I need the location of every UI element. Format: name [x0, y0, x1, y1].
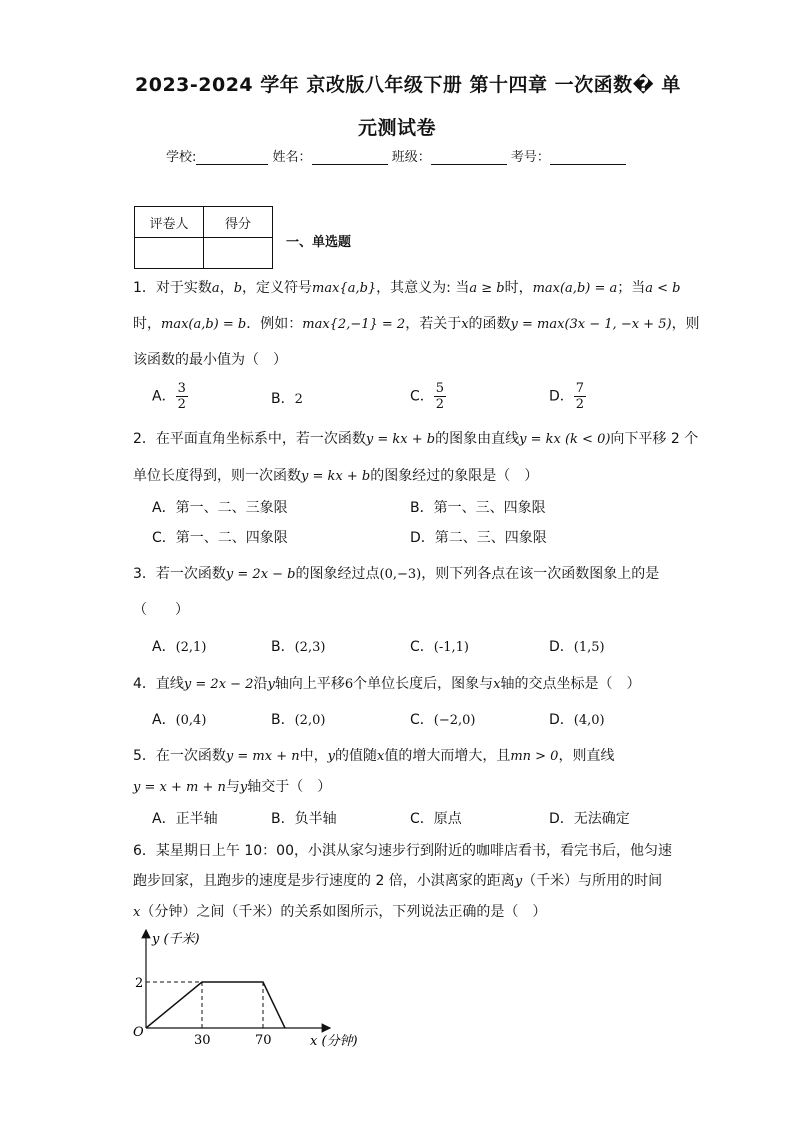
distance-line [146, 982, 285, 1028]
origin-label: O [133, 1025, 144, 1040]
q1-option-d[interactable] [549, 381, 586, 412]
math-cond: a ≥ b [469, 281, 505, 296]
text-run: 个单位长度后，图象与 [353, 676, 494, 692]
q2-option-a[interactable] [152, 497, 288, 517]
text-run: 的图象经过点 [295, 566, 380, 582]
math-x: x [461, 317, 469, 332]
math-function: y = x + m + n [133, 780, 226, 795]
class-field[interactable] [431, 150, 507, 165]
option-label: B． [271, 712, 295, 728]
text-run: 的图象由直线 [435, 431, 520, 447]
math-max-b: max(a,b) = b [161, 317, 247, 332]
math-function: y = max(3x − 1, −x + 5) [510, 317, 672, 332]
q3-option-d[interactable] [549, 636, 605, 656]
option-label: D． [549, 712, 574, 728]
y-axis-label: y (千米) [152, 932, 200, 947]
text-run: ， [219, 280, 234, 296]
question-4-line-1 [133, 673, 640, 696]
math-y: y [514, 874, 523, 889]
option-label: D． [549, 639, 574, 655]
text-run: 跑步回家，且跑步的速度是步行速度的 2 倍，小淇离家的距离 [133, 873, 515, 889]
question-6-line-2 [133, 870, 662, 893]
text-run: 直线 [155, 676, 184, 692]
q3-option-b[interactable] [271, 636, 325, 656]
y-tick-label: 2 [135, 976, 144, 991]
text-run: 该函数的最小值为（ ） [133, 352, 287, 368]
text-run: 值的增大而增大，且 [384, 748, 511, 764]
text-run: （千米）与所用的时间 [522, 873, 663, 889]
q5-option-a[interactable] [152, 808, 218, 828]
math-function: y = kx (k < 0) [519, 432, 611, 447]
math-x: x [376, 749, 385, 764]
option-label: A． [152, 712, 176, 728]
section-heading: 一、单选题 [286, 235, 352, 250]
text-run: ，则下列各点在该一次函数图象上的是 [421, 566, 660, 582]
math-function: y = kx + b [301, 469, 371, 484]
option-label: A． [152, 500, 176, 516]
math-function: y = kx + b [365, 432, 436, 447]
option-label: A． [152, 639, 176, 655]
q1-option-c[interactable] [410, 381, 446, 412]
score-cell[interactable] [204, 238, 273, 269]
text-run: 向下平移 2 个 [610, 431, 699, 447]
question-6-line-1 [133, 840, 672, 862]
math-y: y [267, 677, 275, 692]
page-title-line1: 2023-2024 学年 京改版八年级下册 第十四章 一次函数� 单 [135, 74, 681, 96]
option-label: C． [410, 639, 434, 655]
class-label: 班级： [391, 150, 431, 165]
text-run: 在平面直角坐标系中，若一次函数 [155, 431, 366, 447]
question-number: 5． [133, 748, 156, 764]
option-value: 第一、二、四象限 [175, 530, 288, 546]
score-table [134, 206, 273, 269]
q5-option-c[interactable] [410, 808, 462, 828]
q3-option-c[interactable] [410, 636, 469, 656]
option-label: B． [271, 639, 295, 655]
option-label: A． [152, 388, 176, 405]
math-max-a: max(a,b) = a [532, 281, 618, 296]
math-x: x [493, 677, 501, 692]
text-run: 的图象经过的象限是（ ） [370, 468, 539, 484]
grader-header: 评卷人 [135, 207, 204, 238]
text-run: 在一次函数 [155, 748, 226, 764]
option-label: C． [410, 712, 434, 728]
text-run: ，其意义为: 当 [376, 280, 470, 296]
math-y: y [239, 780, 248, 795]
option-label: B． [271, 811, 295, 827]
fraction: $\frac{5}{2}$ [435, 381, 445, 412]
math-function: y = mx + n [225, 749, 300, 764]
text-run: ，则直线 [558, 748, 615, 764]
question-3-line-1 [133, 563, 659, 586]
option-label: B． [410, 500, 434, 516]
option-label: C． [410, 811, 434, 827]
question-3-line-2 [133, 599, 189, 621]
q5-option-b[interactable] [271, 808, 337, 828]
distance-time-graph [125, 925, 375, 1055]
text-run: ；当 [617, 280, 646, 296]
math-function: y = 2x − b [225, 567, 296, 582]
text-run: 时， [504, 280, 533, 296]
question-number: 2． [133, 431, 156, 447]
text-run: 对于实数 [155, 280, 212, 296]
text-run: ，则 [671, 316, 700, 332]
text-run: ，若关于 [405, 316, 462, 332]
text-run: 中， [299, 748, 328, 764]
math-cond: mn > 0 [510, 749, 559, 764]
math-point: (0,−3) [379, 567, 422, 582]
text-run: 的函数 [468, 316, 511, 332]
x-axis-label: x (分钟) [310, 1034, 358, 1049]
exam-number-field[interactable] [550, 150, 626, 165]
text-run: （分钟）之间（千米）的关系如图所示，下列说法正确的是（ ） [140, 904, 547, 920]
text-run: 时， [133, 316, 161, 332]
option-value: (−2,0) [433, 713, 476, 728]
question-number: 3． [133, 566, 156, 582]
option-value: (2,0) [294, 713, 326, 728]
q1-option-b[interactable] [271, 388, 303, 408]
x-tick-label-30: 30 [194, 1033, 211, 1048]
option-value: (-1,1) [433, 640, 469, 655]
fraction: $\frac{3}{2}$ [177, 381, 186, 412]
option-value: (0,4) [175, 713, 207, 728]
text-run: 沿 [253, 676, 268, 692]
q2-option-b[interactable] [410, 497, 546, 517]
q2-option-c[interactable] [152, 527, 288, 547]
q2-option-d[interactable] [410, 527, 547, 547]
name-field[interactable] [312, 150, 388, 165]
x-tick-label-70: 70 [255, 1033, 272, 1048]
question-1-line-1 [133, 277, 680, 300]
option-value: (2,1) [175, 640, 207, 655]
option-value: (1,5) [573, 640, 605, 655]
question-5-line-1 [133, 745, 614, 768]
q1-option-a[interactable] [152, 381, 188, 412]
math-cond: a < b [645, 281, 681, 296]
math-x: x [133, 905, 141, 920]
q4-option-b[interactable] [271, 709, 325, 729]
q4-option-a[interactable] [152, 709, 206, 729]
score-header: 得分 [204, 207, 273, 238]
option-label: B． [271, 391, 295, 407]
q3-option-a[interactable] [152, 636, 206, 656]
text-run: 若一次函数 [155, 566, 226, 582]
math-function: y = 2x − 2 [183, 677, 254, 692]
text-run: （ ） [133, 602, 189, 618]
text-run: 的值随 [334, 748, 377, 764]
math-b: b [233, 281, 243, 296]
q4-option-c[interactable] [410, 709, 476, 729]
option-label: D． [549, 388, 574, 405]
school-label: 学校: [166, 150, 197, 165]
option-value: (2,3) [294, 640, 326, 655]
text-run: 与 [225, 779, 240, 795]
exam-number-label: 考号： [510, 150, 550, 165]
option-value: 正半轴 [175, 811, 218, 827]
option-value: 第一、二、三象限 [175, 500, 288, 516]
question-1-line-3 [133, 349, 287, 371]
option-label: D． [549, 811, 574, 827]
text-run: ，定义符号 [242, 280, 313, 296]
question-number: 6． [133, 843, 156, 859]
text-run: 轴的交点坐标是（ ） [500, 676, 641, 692]
math-max-def: max{a,b} [312, 281, 377, 296]
option-label: A． [152, 811, 176, 827]
option-value: 第二、三、四象限 [434, 530, 547, 546]
question-6-line-3 [133, 901, 546, 924]
text-run: 轴交于（ ） [247, 779, 332, 795]
option-value: 负半轴 [294, 811, 337, 827]
text-run: 某星期日上午 10：00，小淇从家匀速步行到附近的咖啡店看书，看完书后，他匀速 [155, 843, 672, 859]
grader-cell[interactable] [135, 238, 204, 269]
math-a: a [211, 281, 220, 296]
q5-option-d[interactable] [549, 808, 630, 828]
math-number: 6 [344, 677, 354, 692]
question-5-line-2 [133, 776, 331, 799]
option-label: D． [410, 530, 435, 546]
name-label: 姓名： [272, 150, 312, 165]
question-1-line-2 [133, 313, 700, 336]
question-number: 1． [133, 280, 156, 296]
option-label: C． [410, 388, 434, 405]
question-2-line-2 [133, 465, 538, 488]
option-label: C． [152, 530, 176, 546]
school-field[interactable] [196, 150, 268, 165]
question-2-line-1 [133, 428, 698, 451]
math-y: y [327, 749, 335, 764]
text-run: 单位长度得到，则一次函数 [133, 468, 301, 484]
fraction: $\frac{7}{2}$ [575, 381, 585, 412]
option-value: 第一、三、四象限 [433, 500, 546, 516]
q4-option-d[interactable] [549, 709, 605, 729]
option-value: 无法确定 [573, 811, 630, 827]
page-title-line2: 元测试卷 [358, 117, 437, 139]
option-value: (4,0) [573, 713, 605, 728]
text-run: 轴向上平移 [274, 676, 345, 692]
question-number: 4． [133, 676, 156, 692]
option-value: 2 [294, 392, 303, 407]
math-example: max{2,−1} = 2 [302, 317, 406, 332]
option-value: 原点 [433, 811, 462, 827]
student-info-row [166, 146, 626, 165]
text-run: ．例如： [246, 316, 303, 332]
